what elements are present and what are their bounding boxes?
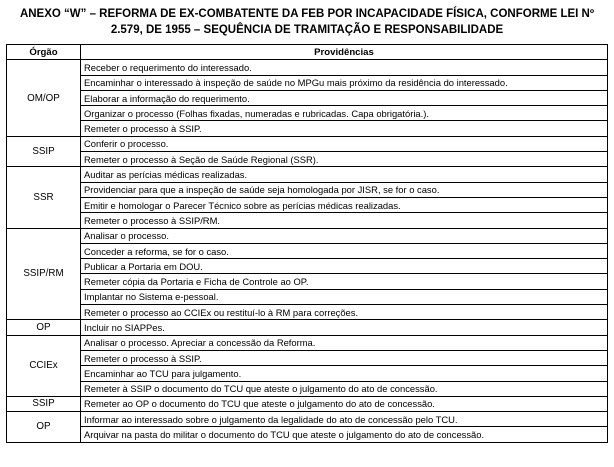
providencia-cell: Publicar a Portaria em DOU. bbox=[81, 259, 608, 274]
document-title bbox=[6, 7, 608, 38]
providencia-cell: Remeter o processo à SSIP. bbox=[81, 350, 608, 365]
providencia-cell: Remeter o processo à SSIP. bbox=[81, 121, 608, 136]
table-row bbox=[7, 60, 608, 75]
providencia-cell: Receber o requerimento do interessado. bbox=[81, 60, 608, 75]
providencia-cell: Analisar o processo. Apreciar a concessão da Reforma. bbox=[81, 335, 608, 350]
providencia-cell: Arquivar na pasta do militar o documento do TCU que ateste o julgamento do ato de concessão. bbox=[81, 427, 608, 442]
providencia-cell: Remeter o processo à Seção de Saúde Regional (SSR). bbox=[81, 152, 608, 167]
providencia-cell: Auditar as perícias médicas realizadas. bbox=[81, 167, 608, 182]
header-orgao: Órgão bbox=[7, 45, 81, 60]
providencia-cell: Encaminhar ao TCU para julgamento. bbox=[81, 366, 608, 381]
org-cell: SSIP bbox=[7, 136, 81, 167]
org-cell: OP bbox=[7, 412, 81, 443]
table-body bbox=[7, 60, 608, 442]
providencia-cell: Implantar no Sistema e-pessoal. bbox=[81, 289, 608, 304]
providencia-cell: Conceder a reforma, se for o caso. bbox=[81, 243, 608, 258]
table-row bbox=[7, 396, 608, 411]
table-row bbox=[7, 381, 608, 396]
title-line-1: ANEXO “W” – REFORMA DE EX-COMBATENTE DA FEB POR INCAPACIDADE FÍSICA, CONFORME LEI Nº bbox=[19, 8, 595, 20]
providencia-cell: Remeter ao OP o documento do TCU que ateste o julgamento do ato de concessão. bbox=[81, 396, 608, 411]
org-cell: CCIEx bbox=[7, 335, 81, 396]
table-row bbox=[7, 90, 608, 105]
table-row bbox=[7, 243, 608, 258]
org-cell: SSR bbox=[7, 167, 81, 228]
providencia-cell: Emitir e homologar o Parecer Técnico sobre as perícias médicas realizadas. bbox=[81, 197, 608, 212]
header-providencias: Providências bbox=[81, 45, 608, 60]
table-row bbox=[7, 366, 608, 381]
providencia-cell: Organizar o processo (Folhas fixadas, numeradas e rubricadas. Capa obrigatória.). bbox=[81, 106, 608, 121]
providencia-cell: Providenciar para que a inspeção de saúde seja homologada por JISR, se for o caso. bbox=[81, 182, 608, 197]
table-row bbox=[7, 350, 608, 365]
table-row bbox=[7, 182, 608, 197]
providencia-cell: Remeter o processo à SSIP/RM. bbox=[81, 213, 608, 228]
table-row bbox=[7, 289, 608, 304]
org-cell: SSIP/RM bbox=[7, 228, 81, 320]
table-row bbox=[7, 75, 608, 90]
providencia-cell: Remeter à SSIP o documento do TCU que ateste o julgamento do ato de concessão. bbox=[81, 381, 608, 396]
table-row bbox=[7, 305, 608, 320]
table-row bbox=[7, 136, 608, 151]
table-row bbox=[7, 427, 608, 442]
table-row bbox=[7, 228, 608, 243]
providencia-cell: Analisar o processo. bbox=[81, 228, 608, 243]
table-row bbox=[7, 259, 608, 274]
table-row bbox=[7, 213, 608, 228]
table-row bbox=[7, 335, 608, 350]
org-cell: OP bbox=[7, 320, 81, 335]
providencia-cell: Informar ao interessado sobre o julgamento da legalidade do ato de concessão pelo TCU. bbox=[81, 412, 608, 427]
table-row bbox=[7, 152, 608, 167]
org-cell: SSIP bbox=[7, 396, 81, 411]
providencia-cell: Conferir o processo. bbox=[81, 136, 608, 151]
table-row bbox=[7, 412, 608, 427]
table-row bbox=[7, 121, 608, 136]
table-row bbox=[7, 167, 608, 182]
table-row bbox=[7, 106, 608, 121]
providencia-cell: Remeter cópia da Portaria e Ficha de Controle ao OP. bbox=[81, 274, 608, 289]
table-row bbox=[7, 197, 608, 212]
table-row bbox=[7, 274, 608, 289]
title-line-2: 2.579, DE 1955 – SEQUÊNCIA DE TRAMITAÇÃO E RESPONSABILIDADE bbox=[110, 23, 504, 36]
table-row bbox=[7, 320, 608, 335]
providencia-cell: Encaminhar o interessado à inspeção de saúde no MPGu mais próximo da residência do interessado. bbox=[81, 75, 608, 90]
procedure-table bbox=[6, 44, 608, 443]
table-header-row bbox=[7, 45, 608, 60]
providencia-cell: Remeter o processo ao CCIEx ou restituí-lo à RM para correções. bbox=[81, 305, 608, 320]
providencia-cell: Elaborar a informação do requerimento. bbox=[81, 90, 608, 105]
org-cell: OM/OP bbox=[7, 60, 81, 136]
providencia-cell: Incluir no SIAPPes. bbox=[81, 320, 608, 335]
